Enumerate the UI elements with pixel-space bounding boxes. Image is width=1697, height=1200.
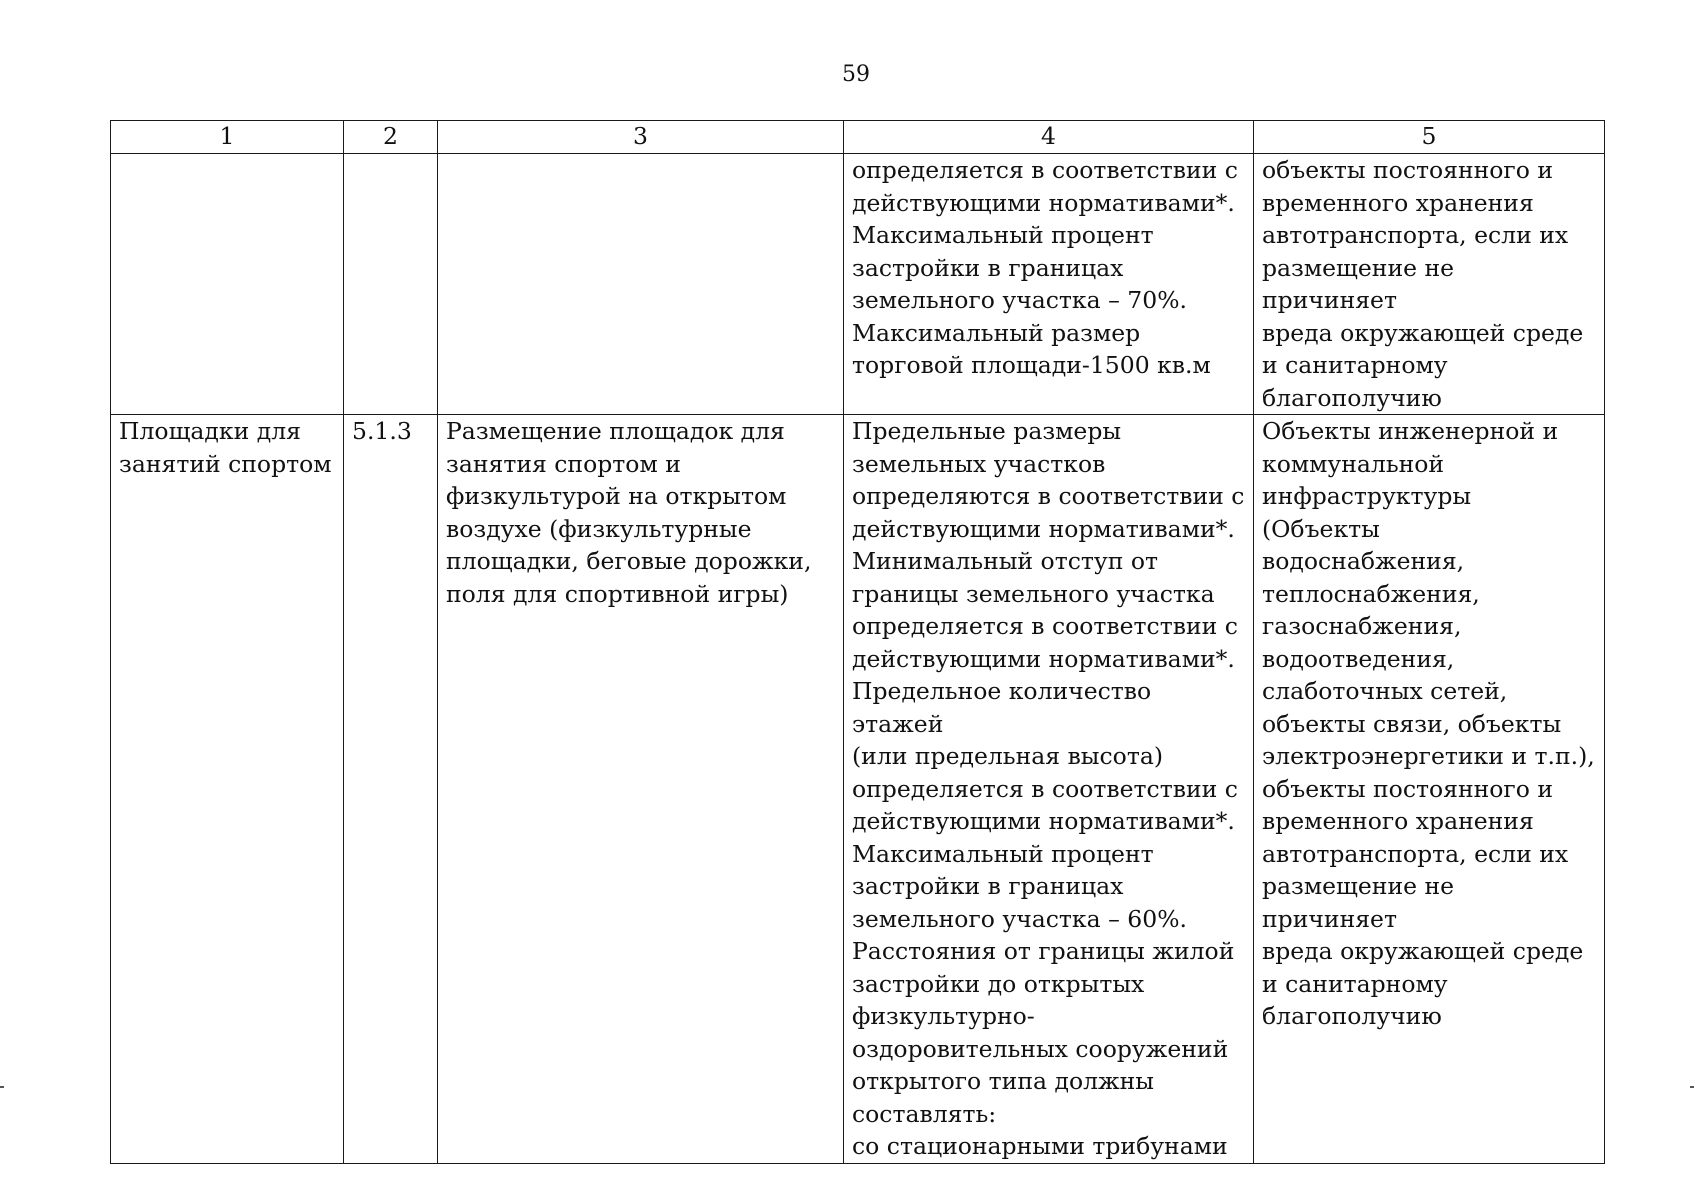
cell-code: [344, 415, 438, 1164]
cell-text: Предельные размеры земельных участков определяются в соответствии с действующими нормативами*. Минимальный отступ от границы земельного участка определяется в соответствии с действующими нормативами*. Предельное количество этажей (или предельная высота) определяется в соответствии с действующими нормативами*. Максимальный процент застройки в границах земельного участка – 60%. Расстояния от границы жилой застройки до открытых физкультурно- оздоровительных сооружений открытого типа должны составлять: со стационарными трибунами: [852, 417, 1245, 1160]
land-use-table: [110, 120, 1605, 1164]
column-header-2: 2: [344, 121, 438, 154]
cell-text: Площадки для занятий спортом: [119, 417, 332, 478]
cell-text: 5.1.3: [352, 417, 412, 445]
header-row: [111, 121, 1605, 154]
cell-text: Объекты инженерной и коммунальной инфраструктуры (Объекты водоснабжения, теплоснабжения, газоснабжения, водоотведения, слаботочных сетей, объекты связи, объекты электроэнергетики и т.п.), объекты постоянного и временного хранения автотранспорта, если их размещение не причиняет вреда окружающей среде и санитарному благополучию: [1262, 417, 1595, 1030]
table-row-sports-grounds: [111, 415, 1605, 1164]
cell-text: определяется в соответствии с действующими нормативами*. Максимальный процент застройки в границах земельного участка – 70%. Максимальный размер торговой площади-1500 кв.м: [852, 156, 1238, 379]
table-row-continued: [111, 154, 1605, 415]
cell-parameters: [844, 154, 1254, 415]
column-header-5: 5: [1254, 121, 1605, 154]
cell-auxiliary-uses: [1254, 154, 1605, 415]
scan-edge-mark-left: [0, 1086, 4, 1088]
cell-code: [344, 154, 438, 415]
cell-description: [438, 415, 844, 1164]
column-header-4: 4: [844, 121, 1254, 154]
cell-text: объекты постоянного и временного хранения автотранспорта, если их размещение не причиняет вреда окружающей среде и санитарному благополучию: [1262, 156, 1584, 412]
cell-description: [438, 154, 844, 415]
cell-land-use-type: [111, 154, 344, 415]
cell-land-use-type: [111, 415, 344, 1164]
column-header-3: 3: [438, 121, 844, 154]
page-number: 59: [842, 62, 870, 87]
scan-edge-mark-right: [1690, 1086, 1694, 1088]
cell-parameters: [844, 415, 1254, 1164]
cell-auxiliary-uses: [1254, 415, 1605, 1164]
cell-text: Размещение площадок для занятия спортом и физкультурой на открытом воздухе (физкультурные площадки, беговые дорожки, поля для спортивной игры): [446, 417, 812, 608]
column-header-1: 1: [111, 121, 344, 154]
